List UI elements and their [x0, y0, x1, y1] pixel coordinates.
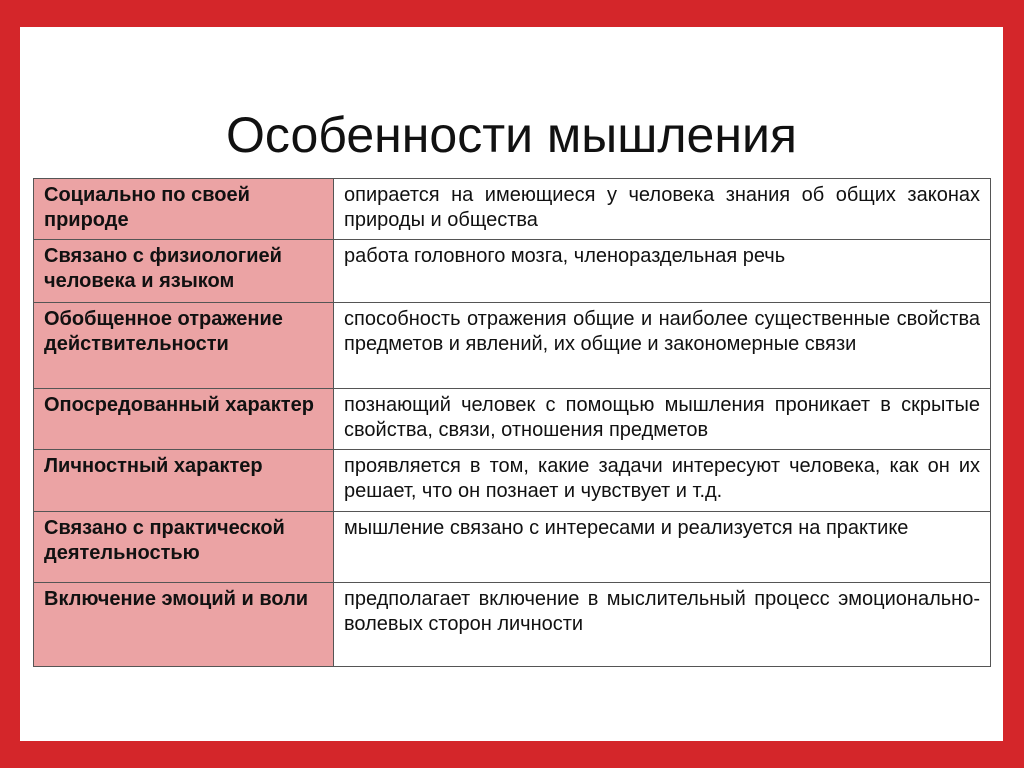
table-row [34, 303, 991, 389]
description-cell: предполагает включение в мыслительный процесс эмоционально-волевых сторон личности [334, 583, 991, 667]
table-row [34, 450, 991, 512]
slide [20, 27, 1003, 741]
feature-cell: Связано с практической деятельностью [34, 512, 334, 583]
description-cell: способность отражения общие и наиболее существенные свойства предметов и явлений, их общие и закономерные связи [334, 303, 991, 389]
slide-title: Особенности мышления [226, 107, 797, 163]
table-row [34, 389, 991, 450]
description-cell: проявляется в том, какие задачи интересуют человека, как он их решает, что он познает и чувствует и т.д. [334, 450, 991, 512]
feature-cell: Личностный характер [34, 450, 334, 512]
table-row [34, 240, 991, 303]
features-table [33, 178, 991, 667]
feature-cell: Опосредованный характер [34, 389, 334, 450]
description-cell: познающий человек с помощью мышления проникает в скрытые свойства, связи, отношения предметов [334, 389, 991, 450]
feature-cell: Социально по своей природе [34, 179, 334, 240]
description-cell: опирается на имеющиеся у человека знания об общих законах природы и общества [334, 179, 991, 240]
feature-cell: Включение эмоций и воли [34, 583, 334, 667]
feature-cell: Связано с физиологией человека и языком [34, 240, 334, 303]
feature-cell: Обобщенное отражение действительности [34, 303, 334, 389]
description-cell: работа головного мозга, членораздельная речь [334, 240, 991, 303]
table-row [34, 179, 991, 240]
table-row [34, 512, 991, 583]
description-cell: мышление связано с интересами и реализуется на практике [334, 512, 991, 583]
table-row [34, 583, 991, 667]
